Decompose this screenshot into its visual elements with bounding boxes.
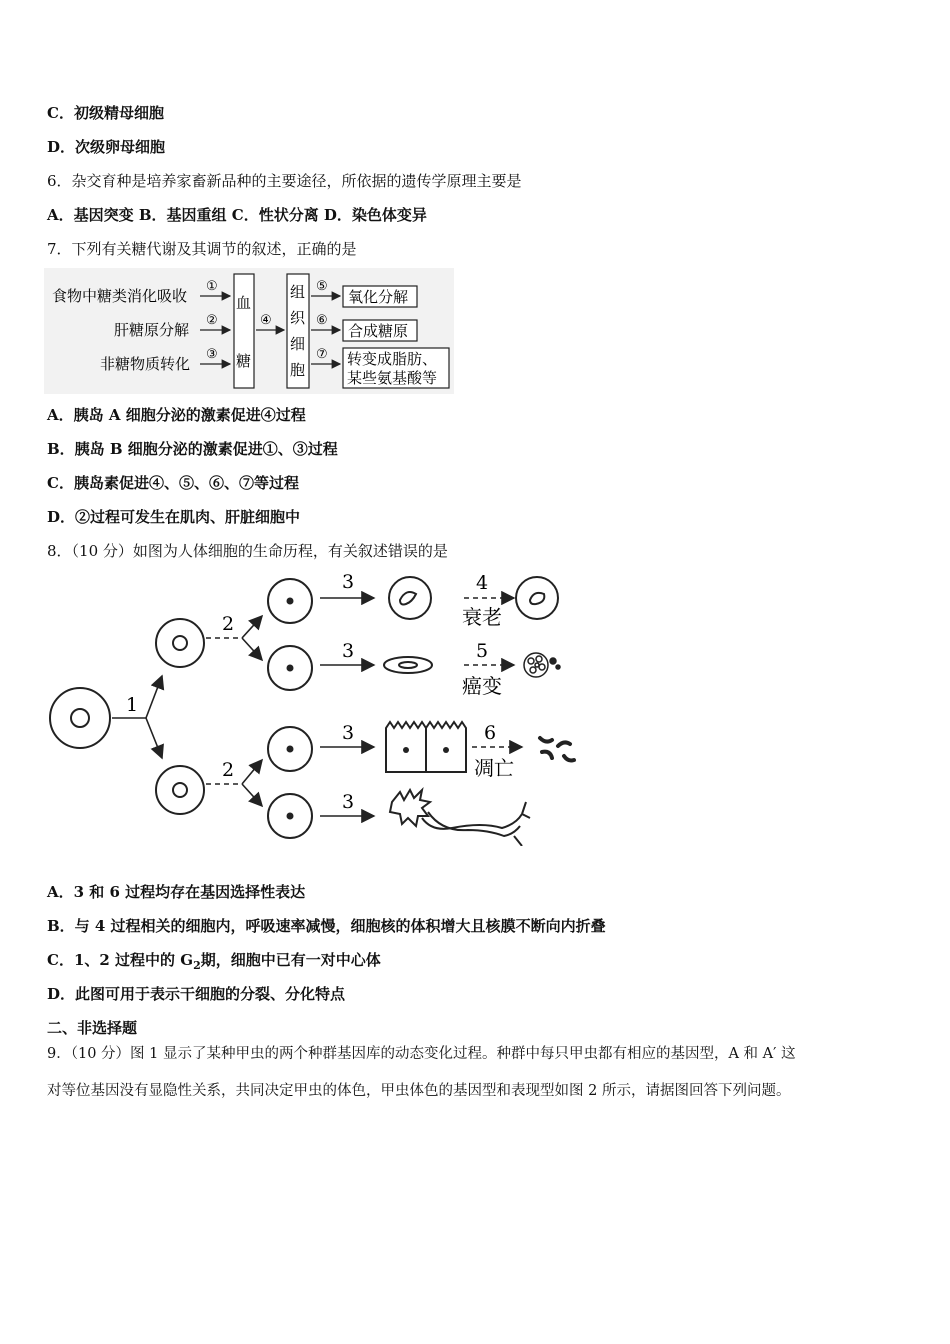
label-cancer: 癌变 <box>462 674 502 698</box>
step-label-7: ⑦ <box>316 347 328 362</box>
q7-sugar-metabolism-figure <box>44 268 454 394</box>
q8-cell-life-history-figure <box>44 566 584 846</box>
tissue-char-1: 组 <box>290 283 306 301</box>
option-c-prev: C．初级精母细胞 <box>47 104 164 122</box>
step-label-5: ⑤ <box>316 279 328 294</box>
arrow-step-2-top-down <box>242 638 262 660</box>
step-label-1: ① <box>206 279 218 294</box>
q8-option-d: D．此图可用于表示干细胞的分裂、分化特点 <box>47 985 346 1003</box>
q9-line-2: 对等位基因没有显隐性关系，共同决定甲虫的体色，甲虫体色的基因型和表现型如图 2 所示，请据图回答下列问题。 <box>47 1083 791 1099</box>
step-number-3-row-2: 3 <box>342 640 355 662</box>
q7-option-d: D．②过程可发生在肌肉、肝脏细胞中 <box>47 508 301 526</box>
q6-stem: 6．杂交育种是培养家畜新品种的主要途径，所依据的遗传学原理主要是 <box>47 172 522 190</box>
step-number-3-row-1: 3 <box>342 571 355 593</box>
q6-options: A．基因突变 B．基因重组 C．性状分离 D．染色体变异 <box>47 206 427 224</box>
q7-option-c: C．胰岛素促进④、⑤、⑥、⑦等过程 <box>47 474 299 492</box>
step-number-2-bottom: 2 <box>222 759 235 781</box>
step-label-6: ⑥ <box>316 313 328 328</box>
aged-cell <box>516 577 558 619</box>
source-label-glycogenolysis: 肝糖原分解 <box>114 321 190 339</box>
blood-sugar-box <box>234 274 254 388</box>
option-d-prev: D．次级卵母细胞 <box>47 138 166 156</box>
q7-stem: 7．下列有关糖代谢及其调节的叙述，正确的是 <box>47 240 357 258</box>
differentiated-cell-round <box>389 577 431 619</box>
step-number-3-row-4: 3 <box>342 791 355 813</box>
outcome-label-conversion-1: 转变成脂肪、 <box>347 350 438 368</box>
origin-cell-nucleus <box>71 709 89 727</box>
section-heading-nonchoice: 二、非选择题 <box>47 1019 138 1037</box>
blood-sugar-char-1: 血 <box>236 294 252 312</box>
step-number-1: 1 <box>126 694 139 716</box>
source-label-gluconeogenesis: 非糖物质转化 <box>100 355 191 373</box>
label-apoptosis: 凋亡 <box>474 756 514 780</box>
q8-option-c-text: C．1、2 过程中的 G <box>47 951 194 969</box>
apoptotic-bodies <box>540 738 574 761</box>
q7-option-a: A．胰岛 A 细胞分泌的激素促进④过程 <box>47 406 306 424</box>
outcome-label-oxidation: 氧化分解 <box>348 288 409 306</box>
q9-line-1: 9．（10 分）图 1 显示了某种甲虫的两个种群基因库的动态变化过程。种群中每只甲虫都有相应的基因型，A 和 A′ 这 <box>47 1046 796 1062</box>
arrow-step-2-bottom-up <box>242 760 262 784</box>
q8-option-c-subscript: 2 <box>193 959 201 972</box>
daughter-cell-top-nucleus <box>173 636 187 650</box>
blood-sugar-char-2: 糖 <box>236 352 252 370</box>
arrow-step-2-top-up <box>242 616 262 638</box>
neuron-cell <box>390 790 530 846</box>
step-number-6: 6 <box>484 722 497 744</box>
tissue-char-3: 细 <box>290 335 306 353</box>
step-label-2: ② <box>206 313 218 328</box>
step-label-4: ④ <box>260 313 272 328</box>
tissue-char-2: 织 <box>290 309 306 327</box>
q7-option-b: B．胰岛 B 细胞分泌的激素促进①、③过程 <box>47 440 338 458</box>
label-aging: 衰老 <box>462 605 502 629</box>
tissue-char-4: 胞 <box>290 361 306 379</box>
step-number-2-top: 2 <box>222 613 235 635</box>
step-number-3-row-3: 3 <box>342 722 355 744</box>
outcome-label-conversion-2: 某些氨基酸等 <box>347 369 438 387</box>
step-label-3: ③ <box>206 347 218 362</box>
arrow-step-2-bottom-down <box>242 784 262 806</box>
cancer-cell-cluster <box>524 653 560 677</box>
step-number-5: 5 <box>476 640 489 662</box>
q8-option-b: B．与 4 过程相关的细胞内，呼吸速率减慢，细胞核的体积增大且核膜不断向内折叠 <box>47 917 606 935</box>
step-number-4: 4 <box>476 572 489 594</box>
arrow-step-1-up <box>146 676 162 718</box>
q8-option-a: A．3 和 6 过程均存在基因选择性表达 <box>47 883 306 901</box>
q8-stem: 8．（10 分）如图为人体细胞的生命历程，有关叙述错误的是 <box>47 542 448 560</box>
outcome-label-glycogen: 合成糖原 <box>348 322 409 340</box>
arrow-step-1-down <box>146 718 162 758</box>
source-label-digestion: 食物中糖类消化吸收 <box>52 287 188 305</box>
q8-option-c <box>47 950 381 976</box>
daughter-cell-bottom-nucleus <box>173 783 187 797</box>
q8-option-c-text-end: 期，细胞中已有一对中心体 <box>200 951 381 969</box>
